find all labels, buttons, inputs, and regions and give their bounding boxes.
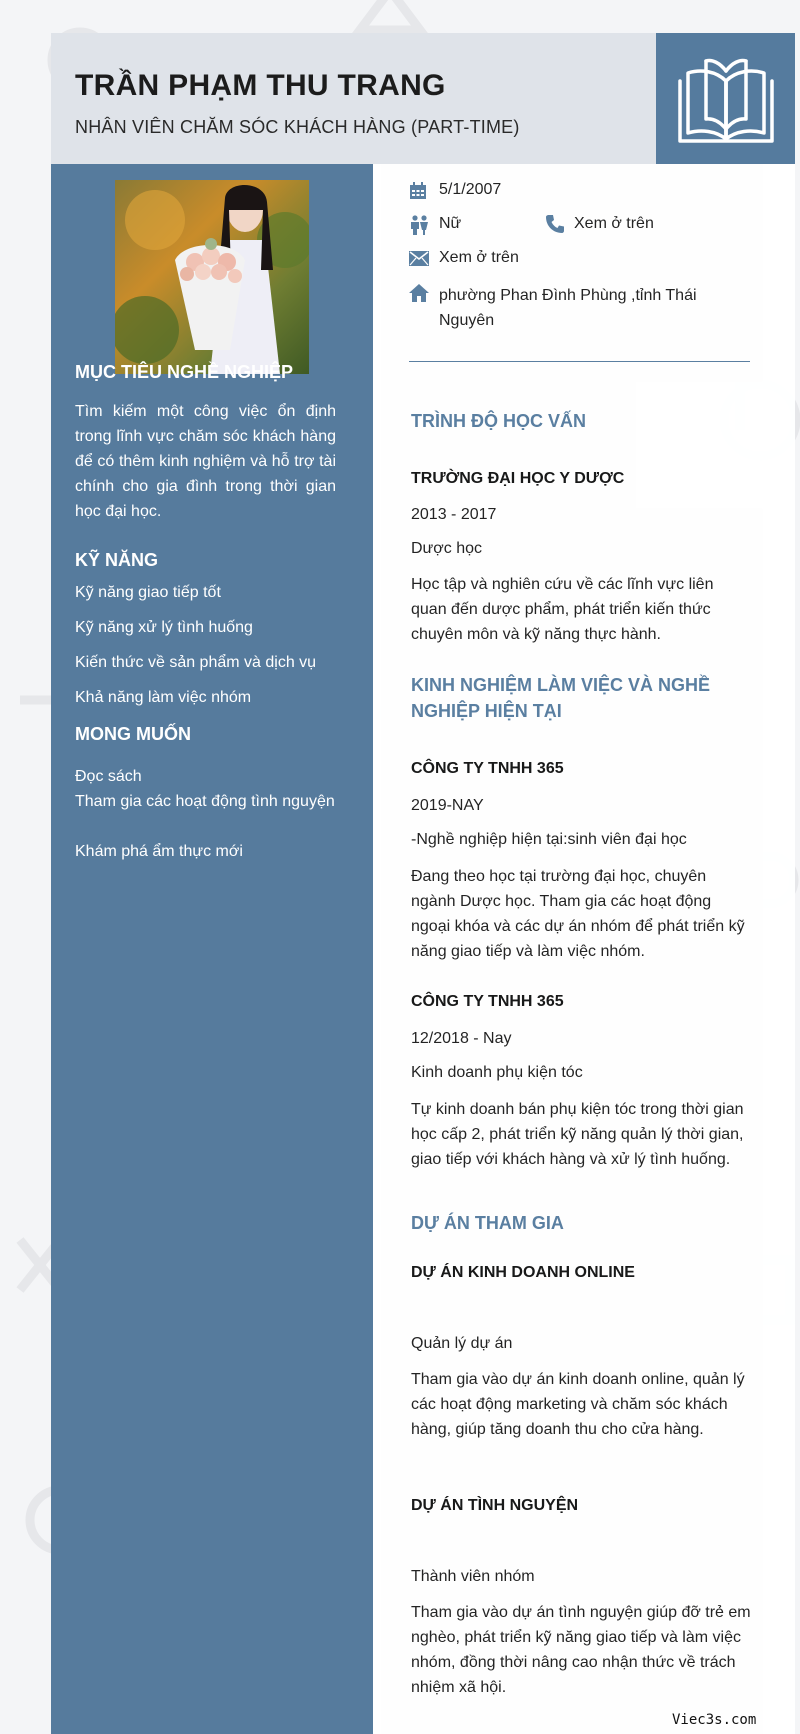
- job-title: NHÂN VIÊN CHĂM SÓC KHÁCH HÀNG (PART-TIME): [75, 117, 520, 137]
- project-role: Quản lý dự án: [411, 1335, 513, 1352]
- skill-item: Kiến thức về sản phẩm và dịch vụ: [75, 654, 317, 671]
- logo-box: [656, 33, 795, 164]
- wishes-heading: MONG MUỐN: [75, 724, 191, 744]
- birthday-value: 5/1/2007: [439, 181, 502, 198]
- job-company: CÔNG TY TNHH 365: [411, 993, 564, 1010]
- project-description: Tham gia vào dự án tình nguyện giúp đỡ trẻ em nghèo, phát triển kỹ năng giao tiếp và làm việc nhóm, đồng thời nâng cao nhận thức về trách nhiệm xã hội.: [411, 1604, 751, 1696]
- wish-item: Đọc sách: [75, 768, 142, 785]
- gender-icon: [409, 215, 429, 235]
- education-description: Học tập và nghiên cứu về các lĩnh vực liên quan đến dược phẩm, phát triển kiến thức chuyên môn và kỹ năng thực hành.: [411, 576, 714, 643]
- candidate-name: TRẦN PHẠM THU TRANG: [75, 69, 446, 102]
- objective-heading: MỤC TIÊU NGHỀ NGHIỆP: [75, 362, 294, 382]
- education-school: TRƯỜNG ĐẠI HỌC Y DƯỢC: [411, 470, 625, 487]
- project-name: DỰ ÁN KINH DOANH ONLINE: [411, 1264, 635, 1281]
- open-book-icon: [676, 51, 776, 143]
- job-role: -Nghề nghiệp hiện tại:sinh viên đại học: [411, 831, 687, 848]
- address-value: phường Phan Đình Phùng ,tỉnh Thái Nguyên: [439, 287, 697, 329]
- job-period: 2019-NAY: [411, 797, 484, 814]
- objective-text: Tìm kiếm một công việc ổn định trong lĩnh vực chăm sóc khách hàng để có thêm kinh nghiệm và hỗ trợ tài chính cho gia đình trong thời gian học đại học.: [75, 403, 336, 520]
- site-watermark: Viec3s.com: [672, 1712, 757, 1728]
- education-heading: TRÌNH ĐỘ HỌC VẤN: [411, 411, 586, 431]
- project-role: Thành viên nhóm: [411, 1568, 535, 1585]
- job-period: 12/2018 - Nay: [411, 1030, 512, 1047]
- education-major: Dược học: [411, 540, 482, 557]
- phone-icon: [545, 214, 565, 234]
- main-content: [373, 164, 795, 1734]
- skill-item: Kỹ năng xử lý tình huống: [75, 619, 253, 636]
- projects-heading: DỰ ÁN THAM GIA: [411, 1213, 564, 1233]
- phone-value: Xem ở trên: [574, 215, 654, 232]
- profile-photo: [115, 180, 309, 374]
- gender-value: Nữ: [439, 215, 462, 232]
- project-name: DỰ ÁN TÌNH NGUYỆN: [411, 1497, 579, 1514]
- email-icon: [409, 251, 429, 266]
- job-company: CÔNG TY TNHH 365: [411, 760, 564, 777]
- job-description: Tự kinh doanh bán phụ kiện tóc trong thời gian học cấp 2, phát triển kỹ năng quản lý thời gian, giao tiếp với khách hàng và xử lý tình huống.: [411, 1101, 744, 1168]
- calendar-icon: [409, 182, 427, 200]
- wish-item: Tham gia các hoạt động tình nguyện: [75, 793, 335, 810]
- home-icon: [409, 284, 429, 302]
- skill-item: Khả năng làm việc nhóm: [75, 689, 252, 706]
- experience-heading: KINH NGHIỆM LÀM VIỆC VÀ NGHỀ NGHIỆP HIỆN TẠI: [411, 675, 711, 721]
- section-divider: [409, 361, 750, 362]
- left-sidebar: [51, 164, 373, 1734]
- skill-item: Kỹ năng giao tiếp tốt: [75, 584, 221, 601]
- wish-item: Khám phá ẩm thực mới: [75, 843, 243, 860]
- resume-header: [51, 33, 656, 164]
- skills-heading: KỸ NĂNG: [75, 550, 159, 570]
- email-value: Xem ở trên: [439, 249, 519, 266]
- project-description: Tham gia vào dự án kinh doanh online, quản lý các hoạt động marketing và chăm sóc khách hàng, giúp tăng doanh thu cho cửa hàng.: [411, 1371, 745, 1438]
- education-period: 2013 - 2017: [411, 506, 497, 523]
- job-role: Kinh doanh phụ kiện tóc: [411, 1064, 583, 1081]
- job-description: Đang theo học tại trường đại học, chuyên ngành Dược học. Tham gia các hoạt động ngoại khóa và các dự án nhóm để phát triển kỹ năng giao tiếp và làm việc nhóm.: [411, 868, 745, 960]
